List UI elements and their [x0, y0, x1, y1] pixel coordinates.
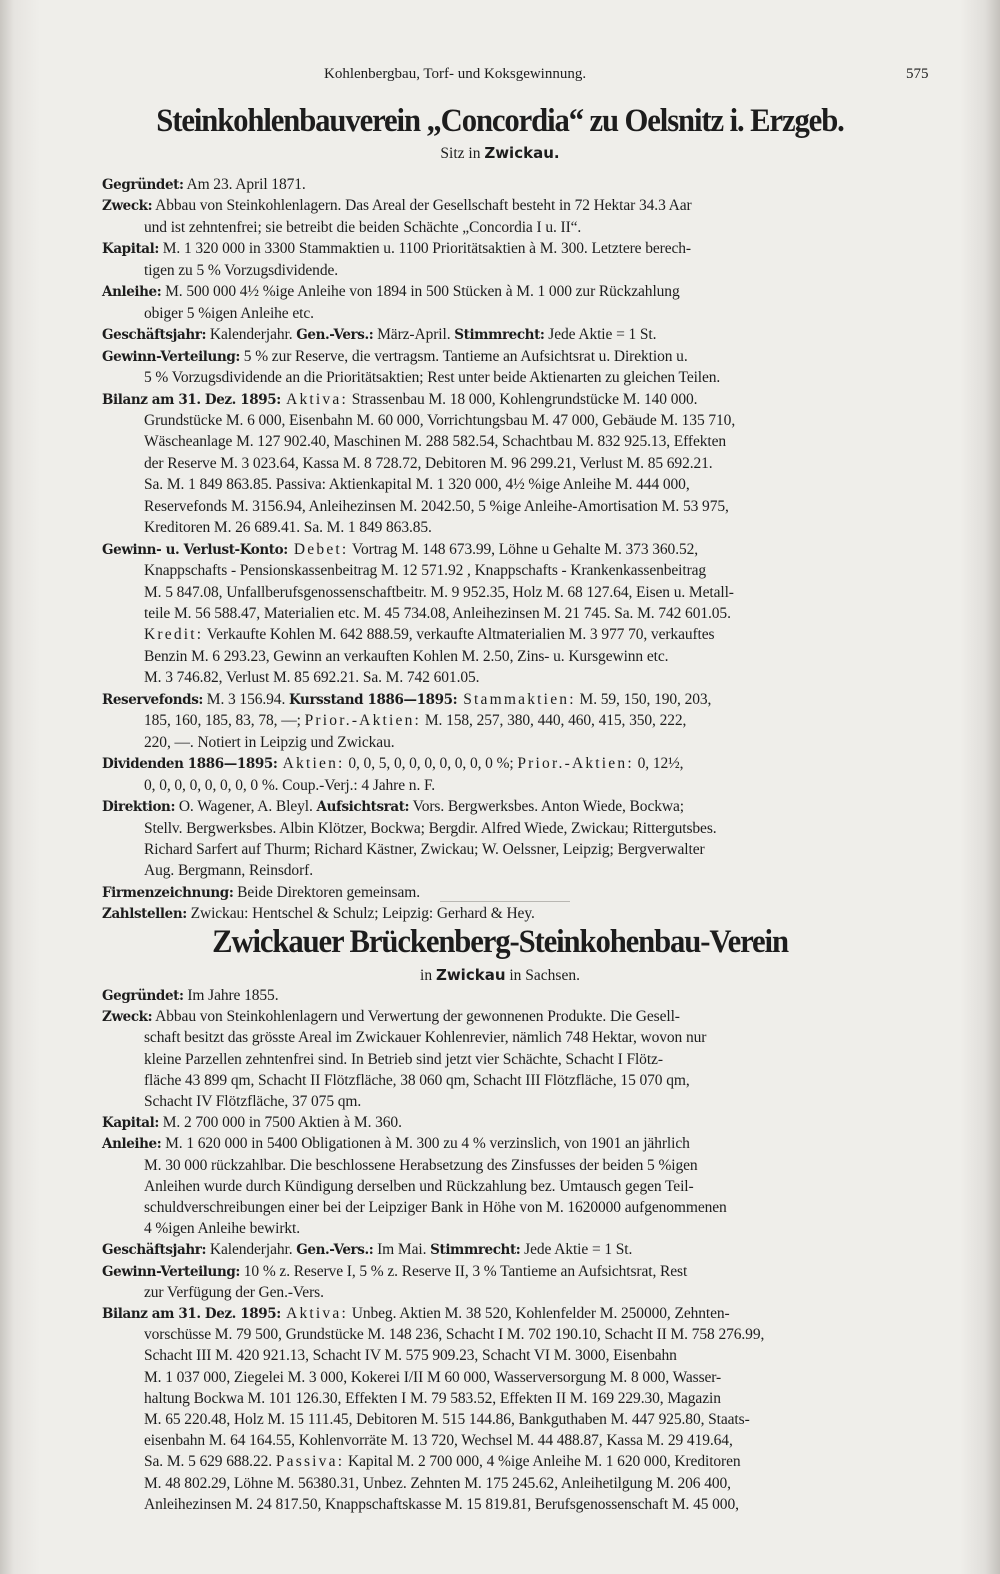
- field-value: M. 5 847.08, Unfallberufsgenossenschaftbeitr. M. 9 952.35, Holz M. 68 127.64, Eisen u. Metall-: [144, 583, 734, 601]
- field-label: Gen.-Vers.:: [296, 327, 374, 344]
- field-value: Sa. M. 1 849 863.85. Passiva: Aktienkapital M. 1 320 000, 4½ %ige Anleihe M. 444 000,: [144, 476, 690, 494]
- field-label: Firmenzeichnung:: [102, 884, 234, 901]
- field-value: 220, —. Notiert in Leipzig und Zwickau.: [144, 733, 395, 751]
- field-value: M. 59, 150, 190, 203,: [575, 690, 712, 708]
- text-line: [102, 1135, 690, 1153]
- field-label: Anleihe:: [102, 1136, 162, 1153]
- text-line: [144, 1432, 733, 1450]
- entry1-title: Steinkohlenbauverein „Concordia“ zu Oelsnitz i. Erzgeb.: [156, 103, 844, 139]
- text-line: [144, 498, 729, 516]
- field-label: Aufsichtsrat:: [316, 799, 410, 816]
- text-line: [144, 1369, 721, 1387]
- field-value: zur Verfügung der Gen.-Vers.: [144, 1283, 324, 1301]
- field-value: M. 30 000 rückzahlbar. Die beschlossene Herabsetzung des Zinsfusses der beiden 5 %igen: [144, 1156, 698, 1174]
- field-value: M. 158, 257, 380, 440, 460, 415, 350, 222,: [421, 712, 687, 730]
- field-value: Abbau von Steinkohlenlagern und Verwertung der gewonnenen Produkte. Die Gesell-: [152, 1008, 680, 1026]
- field-label: Reservefonds:: [102, 691, 203, 708]
- field-label: Kursstand 1886—1895:: [289, 691, 458, 708]
- field-label: Kapital:: [102, 1115, 159, 1132]
- section-heading: Stammaktien:: [457, 690, 576, 708]
- text-line: [144, 648, 668, 666]
- text-line: [102, 283, 680, 301]
- text-line: [144, 777, 435, 795]
- text-line: [102, 197, 692, 215]
- text-line: [144, 433, 726, 451]
- field-value: Schacht IV Flötzfläche, 37 075 qm.: [144, 1093, 362, 1110]
- text-line: [144, 305, 314, 323]
- entry1-seat-prefix: Sitz in: [440, 145, 485, 162]
- text-line: [102, 1305, 730, 1323]
- field-label: Bilanz am 31. Dez. 1895:: [102, 1306, 281, 1322]
- field-value: M. 3 746.82, Verlust M. 85 692.21. Sa. M. 742 601.05.: [144, 669, 480, 687]
- text-line: [102, 755, 683, 773]
- field-value: Verkaufte Kohlen M. 642 888.59, verkaufte Altmaterialien M. 3 977 70, verkauftes: [203, 626, 715, 644]
- entry2-seat-city: Zwickau: [435, 966, 506, 984]
- text-line: [144, 820, 717, 838]
- field-label: Gen.-Vers.:: [296, 1242, 374, 1259]
- field-value: Kalenderjahr.: [206, 326, 297, 344]
- field-value: Zwickau: Hentschel & Schulz; Leipzig: Gerhard & Hey.: [186, 905, 535, 923]
- field-label: Geschäftsjahr:: [102, 1242, 207, 1259]
- section-heading: Kredit:: [144, 626, 204, 644]
- text-line: [144, 1390, 721, 1408]
- field-value: Vors. Bergwerksbes. Anton Wiede, Bockwa;: [409, 798, 684, 816]
- field-value: M. 3 156.94.: [203, 690, 290, 708]
- text-line: [102, 884, 420, 902]
- field-value: M. 65 220.48, Holz M. 15 111.45, Debitoren M. 515 144.86, Bankguthaben M. 447 925.80, Staats-: [144, 1411, 750, 1428]
- text-line: [144, 1453, 741, 1471]
- entry1-seat-city: Zwickau.: [484, 144, 560, 162]
- field-value: 0, 0, 5, 0, 0, 0, 0, 0, 0, 0 %;: [344, 755, 518, 773]
- text-line: [144, 734, 395, 752]
- entry2-seat-suffix: in Sachsen.: [505, 967, 580, 984]
- text-line: [102, 691, 711, 709]
- field-value: 185, 160, 185, 83, 78, —;: [144, 712, 305, 730]
- text-line: [144, 1411, 750, 1429]
- text-line: [102, 326, 656, 344]
- field-value: haltung Bockwa M. 101 126.30, Effekten I M. 79 583.52, Effekten II M. 169 229.30, Magazin: [144, 1389, 721, 1407]
- field-value: Im Mai.: [373, 1241, 431, 1259]
- field-value: 4 %igen Anleihe bewirkt.: [144, 1220, 301, 1238]
- section-heading: Aktien:: [277, 755, 345, 773]
- field-label: Bilanz am 31. Dez. 1895:: [102, 391, 281, 408]
- field-label: Geschäftsjahr:: [102, 327, 207, 344]
- text-line: [144, 1284, 324, 1302]
- field-value: obiger 5 %igen Anleihe etc.: [144, 304, 314, 322]
- running-header-title: Kohlenbergbau, Torf- und Koksgewinnung.: [324, 66, 587, 82]
- field-value: der Reserve M. 3 023.64, Kassa M. 8 728.72, Debitoren M. 96 299.21, Verlust M. 85 692.21.: [144, 454, 713, 472]
- field-label: Gegründet:: [102, 988, 184, 1004]
- text-line: [144, 862, 313, 880]
- text-line: [102, 1008, 680, 1026]
- field-value: 0, 12½,: [633, 755, 684, 773]
- text-line: [102, 987, 278, 1005]
- field-value: fläche 43 899 qm, Schacht II Flötzfläche, 38 060 qm, Schacht III Flötzfläche, 15 070 qm,: [144, 1071, 690, 1089]
- text-line: [144, 584, 734, 602]
- field-value: Kalenderjahr.: [206, 1241, 297, 1259]
- field-value: Grundstücke M. 6 000, Eisenbahn M. 60 000, Vorrichtungsbau M. 47 000, Gebäude M. 135 710,: [144, 411, 736, 429]
- entry2-seat: [0, 966, 1000, 985]
- text-line: [144, 455, 713, 473]
- field-label: Gegründet:: [102, 177, 184, 193]
- field-label: Direktion:: [102, 799, 176, 816]
- field-value: Jede Aktie = 1 St.: [520, 1241, 633, 1259]
- field-value: Knappschafts - Pensionskassenbeitrag M. 12 571.92 , Knappschafts - Krankenkassenbeitrag: [144, 562, 707, 580]
- field-value: Im Jahre 1855.: [183, 987, 279, 1004]
- entry2-seat-prefix: in: [420, 967, 436, 984]
- entry2-title: Zwickauer Brückenberg-Steinkohenbau-Verein: [212, 924, 788, 960]
- field-value: M. 500 000 4½ %ige Anleihe von 1894 in 500 Stücken à M. 1 000 zur Rückzahlung: [161, 283, 680, 301]
- field-value: teile M. 56 588.47, Materialien etc. M. 45 734.08, Anleihezinsen M. 21 745. Sa. M. 742 601.05.: [144, 605, 731, 622]
- field-value: M. 48 802.29, Löhne M. 56380.31, Unbez. Zehnten M. 175 245.62, Anleihetilgung M. 206 400,: [144, 1474, 731, 1492]
- text-line: [102, 1241, 632, 1259]
- field-value: 0, 0, 0, 0, 0, 0, 0, 0 %. Coup.-Verj.: 4 Jahre n. F.: [144, 776, 436, 794]
- field-value: Anleihezinsen M. 24 817.50, Knappschaftskasse M. 15 819.81, Berufsgenossenschaft M. 45 000,: [144, 1495, 739, 1513]
- section-heading: Prior.-Aktien:: [517, 755, 634, 773]
- section-heading: Prior.-Aktien:: [304, 712, 422, 730]
- field-value: M. 1 037 000, Ziegelei M. 3 000, Kokerei I/II M 60 000, Wasserversorgung M. 8 000, Wasser-: [144, 1368, 722, 1386]
- section-heading: Aktiva:: [280, 390, 348, 408]
- text-line: [144, 412, 735, 430]
- field-value: Am 23. April 1871.: [183, 176, 306, 193]
- field-value: vorschüsse M. 79 500, Grundstücke M. 148 236, Schacht I M. 702 190.10, Schacht II M. 758 276.99,: [144, 1326, 765, 1344]
- section-heading: Debet:: [287, 540, 349, 558]
- field-value: Benzin M. 6 293.23, Gewinn an verkauften Kohlen M. 2.50, Zins- u. Kursgewinn etc.: [144, 647, 669, 665]
- text-line: [102, 1114, 402, 1132]
- field-value: Anleihen wurde durch Kündigung derselben und Rückzahlung bez. Umtausch gegen Teil-: [144, 1177, 694, 1195]
- field-value: Kreditoren M. 26 689.41. Sa. M. 1 849 863.85.: [144, 519, 432, 537]
- field-value: O. Wagener, A. Bleyl.: [175, 798, 317, 816]
- field-value: Stellv. Bergwerksbes. Albin Klötzer, Bockwa; Bergdir. Alfred Wiede, Zwickau; Rittergutsbes.: [144, 819, 717, 837]
- text-line: [144, 712, 686, 730]
- field-value: Beide Direktoren gemeinsam.: [233, 883, 420, 901]
- text-line: [102, 348, 688, 366]
- field-value: Reservefonds M. 3156.94, Anleihezinsen M. 2042.50, 5 %ige Anleihe-Amortisation M. 53 975,: [144, 497, 729, 515]
- text-line: [144, 519, 432, 537]
- entry1-seat: [0, 144, 1000, 163]
- field-label: Gewinn-Verteilung:: [102, 1263, 240, 1280]
- field-value: 5 % zur Reserve, die vertragsm. Tantieme an Aufsichtsrat u. Direktion u.: [240, 347, 688, 365]
- field-value: und ist zehntenfrei; sie betreibt die beiden Schächte „Concordia I u. II“.: [144, 218, 582, 236]
- field-label: Stimmrecht:: [430, 1242, 521, 1259]
- field-value: kleine Parzellen zehntenfrei sind. In Betrieb sind jetzt vier Schächte, Schacht I Flötz-: [144, 1050, 663, 1068]
- field-label: Stimmrecht:: [454, 327, 545, 344]
- text-line: [102, 905, 535, 923]
- field-value: 10 % z. Reserve I, 5 % z. Reserve II, 3 % Tantieme an Aufsichtsrat, Rest: [240, 1262, 688, 1280]
- field-value: schuldverschreibungen einer bei der Leipziger Bank in Höhe von M. 1620000 aufgenommenen: [144, 1199, 727, 1216]
- field-value: 5 % Vorzugsdividende an die Prioritätsaktien; Rest unter beide Aktienarten zu gleichen Teilen.: [144, 369, 721, 387]
- text-line: [144, 1093, 361, 1111]
- text-line: [144, 1157, 698, 1175]
- text-line: [144, 1072, 690, 1090]
- field-label: Zweck:: [102, 1009, 153, 1026]
- text-line: [144, 562, 706, 580]
- text-line: [102, 240, 691, 258]
- field-value: M. 2 700 000 in 7500 Aktien à M. 360.: [158, 1114, 402, 1132]
- text-line: [144, 1178, 694, 1196]
- field-value: Sa. M. 5 629 688.22.: [144, 1453, 276, 1471]
- field-label: Anleihe:: [102, 284, 162, 301]
- section-heading: Aktiva:: [280, 1305, 348, 1322]
- section-heading: Passiva:: [275, 1453, 345, 1471]
- field-label: Zweck:: [102, 198, 153, 215]
- field-value: schaft besitzt das grösste Areal im Zwickauer Kohlenrevier, nämlich 748 Hektar, wovon nur: [144, 1029, 707, 1047]
- text-line: [144, 369, 720, 387]
- text-line: [102, 798, 684, 816]
- field-label: Gewinn- u. Verlust-Konto:: [102, 541, 288, 558]
- field-value: Vortrag M. 148 673.99, Löhne u Gehalte M. 373 360.52,: [348, 540, 699, 558]
- text-line: [144, 1220, 300, 1238]
- section-divider: [440, 901, 570, 902]
- field-value: M. 1 620 000 in 5400 Obligationen à M. 300 zu 4 % verzinslich, von 1901 an jährlich: [161, 1135, 690, 1153]
- field-value: Unbeg. Aktien M. 38 520, Kohlenfelder M. 250000, Zehnten-: [347, 1305, 730, 1322]
- text-line: [102, 391, 697, 409]
- text-line: [144, 219, 581, 237]
- text-line: [144, 626, 714, 644]
- field-value: eisenbahn M. 64 164.55, Kohlenvorräte M. 13 720, Wechsel M. 44 488.87, Kassa M. 29 419.64,: [144, 1432, 733, 1450]
- text-line: [102, 176, 306, 194]
- field-value: tigen zu 5 % Vorzugsdividende.: [144, 261, 339, 279]
- field-value: Kapital M. 2 700 000, 4 %ige Anleihe M. 1 620 000, Kreditoren: [344, 1453, 741, 1471]
- field-value: Jede Aktie = 1 St.: [544, 326, 657, 344]
- text-line: [144, 605, 731, 623]
- field-label: Gewinn-Verteilung:: [102, 348, 240, 365]
- field-value: März-April.: [373, 326, 455, 344]
- text-line: [144, 841, 705, 859]
- field-value: Abbau von Steinkohlenlagern. Das Areal der Gesellschaft besteht in 72 Hektar 34.3 Aar: [152, 197, 692, 215]
- field-value: Strassenbau M. 18 000, Kohlengrundstücke M. 140 000.: [347, 390, 698, 408]
- page-number: 575: [906, 66, 929, 82]
- text-line: [144, 1029, 706, 1047]
- field-label: Kapital:: [102, 241, 159, 258]
- text-line: [144, 669, 479, 687]
- text-line: [144, 262, 338, 280]
- text-line: [144, 1051, 663, 1069]
- field-label: Dividenden 1886—1895:: [102, 756, 278, 773]
- text-line: [144, 1347, 677, 1365]
- text-line: [144, 1199, 727, 1217]
- text-line: [144, 476, 690, 494]
- text-line: [102, 1263, 687, 1281]
- field-value: Wäscheanlage M. 127 902.40, Maschinen M. 288 582.54, Schachtbau M. 832 925.13, Effekten: [144, 433, 727, 451]
- text-line: [144, 1326, 764, 1344]
- field-label: Zahlstellen:: [102, 906, 187, 923]
- text-line: [144, 1496, 739, 1514]
- text-line: [102, 541, 698, 559]
- field-value: Richard Sarfert auf Thurm; Richard Kästner, Zwickau; W. Oelssner, Leipzig; Bergverwalter: [144, 840, 705, 858]
- field-value: M. 1 320 000 in 3300 Stammaktien u. 1100 Prioritätsaktien à M. 300. Letztere berech-: [158, 240, 691, 258]
- field-value: Aug. Bergmann, Reinsdorf.: [144, 862, 313, 880]
- field-value: Schacht III M. 420 921.13, Schacht IV M. 575 909.23, Schacht VI M. 3000, Eisenbahn: [144, 1347, 677, 1365]
- text-line: [144, 1475, 731, 1493]
